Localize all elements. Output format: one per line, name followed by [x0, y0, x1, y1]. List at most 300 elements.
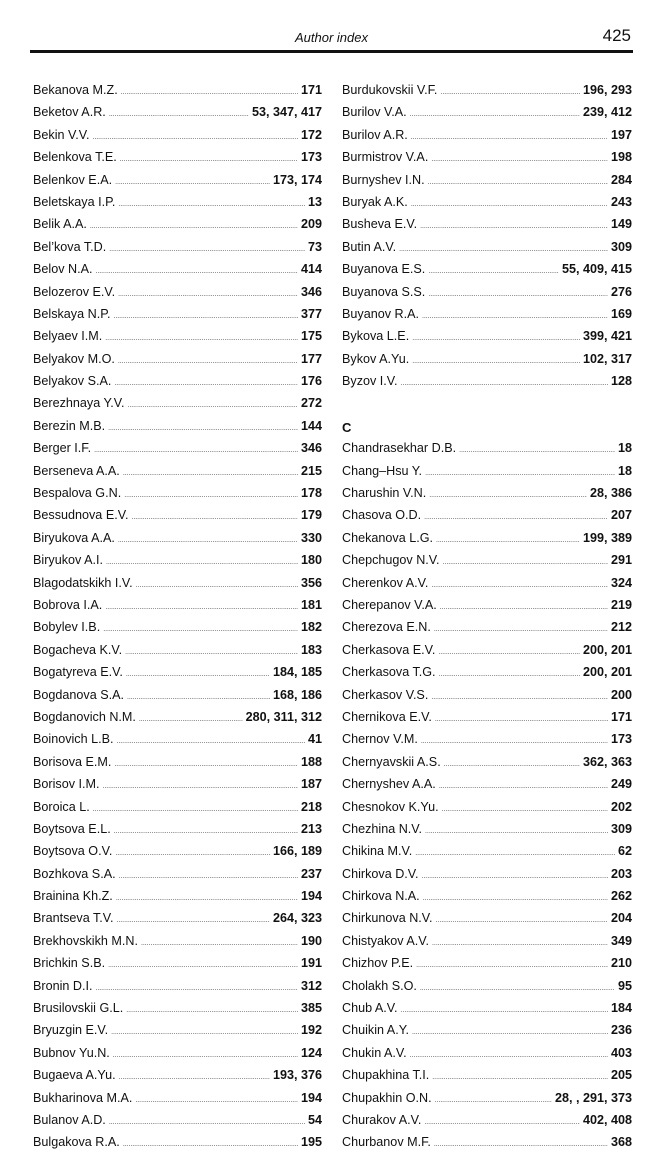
index-entry — [33, 1087, 322, 1109]
index-entry — [33, 773, 322, 795]
author-name: Borisova E.M. — [33, 754, 112, 769]
author-name: Bozhkova S.A. — [33, 866, 116, 881]
page-references: 194 — [300, 1090, 322, 1105]
index-entry — [33, 258, 322, 280]
page-references: 239, 412 — [582, 105, 632, 120]
dot-leader — [102, 775, 298, 797]
index-entry — [342, 728, 632, 750]
page-references: 195 — [300, 1135, 322, 1150]
index-entry — [33, 527, 322, 549]
author-name: Belozerov E.V. — [33, 284, 116, 299]
index-entry — [342, 549, 632, 571]
page-references: 192 — [300, 1023, 322, 1038]
index-entry — [33, 504, 322, 526]
page-references: 183 — [300, 642, 322, 657]
dot-leader — [431, 574, 608, 596]
page-references: 385 — [300, 1001, 322, 1016]
author-name: Bykov A.Yu. — [342, 351, 410, 366]
page-references: 249 — [610, 777, 632, 792]
dot-leader — [412, 327, 580, 349]
page-references: 199, 389 — [582, 530, 632, 545]
index-entry — [33, 1131, 322, 1153]
index-entry — [342, 101, 632, 123]
page-references: 243 — [610, 194, 632, 209]
dot-leader — [114, 372, 298, 394]
author-name: Bogdanova S.A. — [33, 687, 125, 702]
author-name: Belskaya N.P. — [33, 306, 111, 321]
index-entry — [33, 863, 322, 885]
author-name: Buyanova E.S. — [342, 262, 426, 277]
page-references: 176 — [300, 374, 322, 389]
index-entry — [33, 1042, 322, 1064]
dot-leader — [428, 171, 608, 193]
index-entry — [33, 594, 322, 616]
dot-leader — [118, 193, 305, 215]
page-references: 187 — [300, 777, 322, 792]
dot-leader — [113, 1044, 298, 1066]
dot-leader — [412, 1021, 608, 1043]
index-entry — [342, 594, 632, 616]
author-name: Bespalova G.N. — [33, 486, 122, 501]
dot-leader — [436, 529, 580, 551]
page-references: 198 — [610, 150, 632, 165]
index-entry — [342, 370, 632, 392]
page-references: 215 — [300, 463, 322, 478]
author-name: Brainina Kh.Z. — [33, 889, 113, 904]
page-references: 209 — [300, 217, 322, 232]
dot-leader — [410, 1044, 608, 1066]
author-name: Belenkova T.E. — [33, 150, 117, 165]
author-name: Chezhina N.V. — [342, 821, 423, 836]
dot-leader — [121, 81, 298, 103]
index-entry — [33, 706, 322, 728]
index-entry — [33, 370, 322, 392]
dot-leader — [429, 484, 587, 506]
author-name: Belyakov S.A. — [33, 374, 112, 389]
index-entry — [342, 258, 632, 280]
dot-leader — [424, 1111, 580, 1133]
page-references: 349 — [610, 933, 632, 948]
dot-leader — [115, 842, 270, 864]
dot-leader — [120, 148, 298, 170]
author-name: Bogacheva K.V. — [33, 642, 123, 657]
page-references: 173 — [300, 150, 322, 165]
page-references: 28, 386 — [589, 486, 632, 501]
author-name: Chernikova E.V. — [342, 709, 432, 724]
dot-leader — [428, 260, 559, 282]
dot-leader — [434, 1133, 608, 1155]
dot-leader — [109, 103, 249, 125]
page-references: 102, 317 — [582, 351, 632, 366]
page-references: 193, 376 — [272, 1068, 322, 1083]
author-name: Bogatyreva E.V. — [33, 665, 123, 680]
author-name: Chupakhin O.N. — [342, 1090, 432, 1105]
author-name: Cherenkov A.V. — [342, 575, 429, 590]
author-name: Chukin A.V. — [342, 1045, 407, 1060]
author-name: Brichkin S.B. — [33, 956, 106, 971]
page-references: 402, 408 — [582, 1112, 632, 1127]
dot-leader — [114, 820, 298, 842]
index-entry — [342, 325, 632, 347]
page-references: 200, 201 — [582, 665, 632, 680]
index-entry — [342, 504, 632, 526]
index-entry — [342, 1042, 632, 1064]
page-header — [30, 26, 633, 52]
author-name: Chupakhina T.I. — [342, 1068, 430, 1083]
page-references: 237 — [300, 866, 322, 881]
index-entry — [33, 549, 322, 571]
page-references: 204 — [610, 911, 632, 926]
index-entry — [342, 1019, 632, 1041]
dot-leader — [116, 887, 298, 909]
section-gap — [342, 392, 632, 414]
author-name: Bekin V.V. — [33, 127, 90, 142]
page-references: 18 — [617, 463, 632, 478]
page-references: 212 — [610, 620, 632, 635]
dot-leader — [420, 977, 615, 999]
index-entry — [342, 236, 632, 258]
index-entry — [342, 527, 632, 549]
dot-leader — [415, 842, 615, 864]
author-name: Chekanova L.G. — [342, 530, 434, 545]
dot-leader — [93, 126, 298, 148]
dot-leader — [421, 730, 608, 752]
page-references: 149 — [610, 217, 632, 232]
index-entry — [33, 415, 322, 437]
author-name: Brusilovskii G.L. — [33, 1001, 124, 1016]
author-name: Burdukovskii V.F. — [342, 83, 438, 97]
author-name: Boytsova O.V. — [33, 844, 113, 859]
page-references: 291 — [610, 553, 632, 568]
author-name: Berezin M.B. — [33, 418, 106, 433]
dot-leader — [90, 215, 298, 237]
page-references: 95 — [617, 978, 632, 993]
index-entry — [342, 281, 632, 303]
index-entry — [342, 639, 632, 661]
author-name: Byzov I.V. — [342, 374, 398, 389]
page-references: 205 — [610, 1068, 632, 1083]
page-references: 184, 185 — [272, 665, 322, 680]
dot-leader — [459, 439, 615, 461]
dot-leader — [425, 462, 615, 484]
author-name: Belyaev I.M. — [33, 329, 103, 344]
author-name: Churbanov M.F. — [342, 1135, 431, 1150]
dot-leader — [115, 171, 270, 193]
page-references: 54 — [307, 1112, 322, 1127]
page-references: 175 — [300, 329, 322, 344]
dot-leader — [444, 753, 580, 775]
page-references: 309 — [610, 821, 632, 836]
author-name: Chistyakov A.V. — [342, 933, 430, 948]
page-references: 13 — [307, 194, 322, 209]
page-references: 28, , 291, 373 — [554, 1090, 632, 1105]
index-entry — [33, 1064, 322, 1086]
index-entry — [342, 975, 632, 997]
index-entry — [33, 818, 322, 840]
index-entry — [33, 885, 322, 907]
page-references: 55, 409, 415 — [561, 262, 632, 277]
index-entry — [33, 952, 322, 974]
author-name: Brantseva T.V. — [33, 911, 114, 926]
index-entry — [342, 348, 632, 370]
dot-leader — [435, 1089, 552, 1111]
dot-leader — [428, 283, 608, 305]
page-references: 128 — [610, 374, 632, 389]
index-entry — [33, 1109, 322, 1131]
dot-leader — [411, 126, 608, 148]
dot-leader — [440, 81, 580, 103]
author-name: Brekhovskikh M.N. — [33, 933, 138, 948]
index-entry — [342, 303, 632, 325]
index-entry — [33, 975, 322, 997]
index-entry — [342, 997, 632, 1019]
index-entry — [342, 930, 632, 952]
author-name: Cherezova E.N. — [342, 620, 431, 635]
dot-leader — [118, 350, 298, 372]
dot-leader — [443, 551, 608, 573]
dot-leader — [424, 506, 608, 528]
dot-leader — [439, 663, 580, 685]
index-entry — [342, 79, 632, 101]
index-entry — [342, 1064, 632, 1086]
index-entry — [342, 1109, 632, 1131]
author-name: Borisov I.M. — [33, 777, 100, 792]
index-entry — [342, 661, 632, 683]
author-name: Boytsova E.L. — [33, 821, 111, 836]
index-entry — [342, 907, 632, 929]
author-name: Berezhnaya Y.V. — [33, 396, 125, 411]
index-entry — [33, 437, 322, 459]
dot-leader — [399, 238, 608, 260]
index-entry — [342, 796, 632, 818]
author-name: Berger I.F. — [33, 441, 92, 456]
page-references: 399, 421 — [582, 329, 632, 344]
author-name: Chub A.V. — [342, 1001, 398, 1016]
index-entry — [342, 1131, 632, 1153]
dot-leader — [425, 820, 608, 842]
dot-leader — [131, 506, 298, 528]
dot-leader — [103, 618, 298, 640]
dot-leader — [411, 193, 608, 215]
author-name: Beletskaya I.P. — [33, 194, 116, 209]
index-entry — [33, 907, 322, 929]
author-name: Butin A.V. — [342, 239, 397, 254]
page-references: 272 — [300, 396, 322, 411]
dot-leader — [119, 1066, 270, 1088]
author-name: Bukharinova M.A. — [33, 1090, 133, 1105]
index-entry — [342, 482, 632, 504]
page-references: 168, 186 — [272, 687, 322, 702]
index-entry — [33, 482, 322, 504]
dot-leader — [96, 977, 298, 999]
index-entry — [33, 303, 322, 325]
page-references: 73 — [307, 239, 322, 254]
index-entry — [342, 213, 632, 235]
page-references: 377 — [300, 306, 322, 321]
page-references: 62 — [617, 844, 632, 859]
author-name: Cherkasova E.V. — [342, 642, 436, 657]
page-references: 264, 323 — [272, 911, 322, 926]
dot-leader — [431, 148, 608, 170]
index-entry — [33, 348, 322, 370]
dot-leader — [94, 439, 298, 461]
author-name: Chepchugov N.V. — [342, 553, 440, 568]
page-references: 53, 347, 417 — [251, 105, 322, 120]
index-entry — [33, 124, 322, 146]
page-references: 196, 293 — [582, 83, 632, 97]
author-name: Chikina M.V. — [342, 844, 413, 859]
author-name: Berseneva A.A. — [33, 463, 120, 478]
page-references: 262 — [610, 889, 632, 904]
author-name: Belik A.A. — [33, 217, 87, 232]
dot-leader — [106, 551, 298, 573]
index-entry — [33, 840, 322, 862]
author-name: Bronin D.I. — [33, 978, 93, 993]
index-entry — [33, 572, 322, 594]
dot-leader — [128, 394, 298, 416]
index-entry — [33, 930, 322, 952]
author-name: Belenkov E.A. — [33, 172, 113, 187]
author-name: Busheva E.V. — [342, 217, 418, 232]
page-references: 219 — [610, 597, 632, 612]
page-references: 414 — [300, 262, 322, 277]
page-references: 191 — [300, 956, 322, 971]
author-name: Buryak A.K. — [342, 194, 408, 209]
index-entry — [33, 191, 322, 213]
dot-leader — [432, 1066, 608, 1088]
page-references: 202 — [610, 799, 632, 814]
dot-leader — [117, 909, 270, 931]
page-references: 236 — [610, 1023, 632, 1038]
page-number: 425 — [602, 26, 631, 45]
index-entry — [33, 639, 322, 661]
page-references: 180 — [300, 553, 322, 568]
author-name: Chirkova N.A. — [342, 889, 420, 904]
index-entry — [342, 706, 632, 728]
page-references: 124 — [300, 1045, 322, 1060]
dot-leader — [119, 865, 298, 887]
author-name: Burmistrov V.A. — [342, 150, 429, 165]
page-references: 173 — [610, 732, 632, 747]
page-references: 330 — [300, 530, 322, 545]
index-entry — [33, 325, 322, 347]
author-name: Blagodatskikh I.V. — [33, 575, 133, 590]
author-name: Burnyshev I.N. — [342, 172, 425, 187]
author-name: Belyakov M.O. — [33, 351, 115, 366]
dot-leader — [125, 641, 298, 663]
dot-leader — [401, 372, 608, 394]
dot-leader — [108, 954, 298, 976]
page-references: 197 — [610, 127, 632, 142]
index-column-left — [33, 79, 322, 1154]
page-references: 184 — [610, 1001, 632, 1016]
page-references: 210 — [610, 956, 632, 971]
author-name: Boroica L. — [33, 799, 90, 814]
author-name: Cherkasov V.S. — [342, 687, 429, 702]
index-entry — [33, 169, 322, 191]
page-references: 280, 311, 312 — [245, 709, 322, 724]
index-column-right — [342, 79, 632, 1154]
index-entry — [342, 818, 632, 840]
page-references: 309 — [610, 239, 632, 254]
page-references: 177 — [300, 351, 322, 366]
running-title: Author index — [295, 30, 368, 45]
author-name: Bobylev I.B. — [33, 620, 101, 635]
author-name: Biryukov A.I. — [33, 553, 103, 568]
page-references: 284 — [610, 172, 632, 187]
index-entry — [33, 616, 322, 638]
dot-leader — [127, 686, 270, 708]
page-references: 172 — [300, 127, 322, 142]
author-name: Bubnov Yu.N. — [33, 1045, 110, 1060]
author-name: Cholakh S.O. — [342, 978, 417, 993]
author-name: Churakov A.V. — [342, 1112, 422, 1127]
dot-leader — [440, 596, 608, 618]
index-entry — [342, 1087, 632, 1109]
dot-leader — [109, 238, 305, 260]
author-name: Bogdanovich N.M. — [33, 709, 136, 724]
page-references: 403 — [610, 1045, 632, 1060]
author-name: Bryuzgin E.V. — [33, 1023, 109, 1038]
dot-leader — [431, 686, 608, 708]
index-entry — [33, 281, 322, 303]
dot-leader — [136, 574, 298, 596]
index-entry — [33, 460, 322, 482]
author-name: Burilov A.R. — [342, 127, 408, 142]
dot-leader — [434, 618, 608, 640]
page-references: 171 — [610, 709, 632, 724]
dot-leader — [422, 305, 608, 327]
page-references: 169 — [610, 306, 632, 321]
dot-leader — [118, 529, 298, 551]
index-entry — [342, 952, 632, 974]
index-entry — [342, 616, 632, 638]
page-references: 324 — [610, 575, 632, 590]
dot-leader — [118, 283, 298, 305]
author-name: Beketov A.R. — [33, 105, 106, 120]
page-references: 312 — [300, 978, 322, 993]
index-entry — [342, 169, 632, 191]
page-references: 188 — [300, 754, 322, 769]
dot-leader — [117, 730, 305, 752]
author-name: Chirkunova N.V. — [342, 911, 433, 926]
index-entry — [342, 124, 632, 146]
index-entry — [342, 437, 632, 459]
index-entry — [342, 773, 632, 795]
dot-leader — [422, 865, 608, 887]
dot-leader — [141, 932, 298, 954]
index-entry — [342, 885, 632, 907]
index-entry — [33, 146, 322, 168]
author-name: Bessudnova E.V. — [33, 508, 129, 523]
page-references: 346 — [300, 441, 322, 456]
index-entry — [342, 460, 632, 482]
index-entry — [342, 751, 632, 773]
page-references: 194 — [300, 889, 322, 904]
page-references: 179 — [300, 508, 322, 523]
index-entry — [342, 572, 632, 594]
author-name: Boinovich L.B. — [33, 732, 114, 747]
dot-leader — [124, 484, 298, 506]
page-references: 200, 201 — [582, 642, 632, 657]
author-name: Bel’kova T.D. — [33, 239, 107, 254]
page-references: 356 — [300, 575, 322, 590]
page-references: 178 — [300, 486, 322, 501]
page-references: 203 — [610, 866, 632, 881]
author-name: Bugaeva A.Yu. — [33, 1068, 116, 1083]
author-name: Chernyavskii A.S. — [342, 754, 441, 769]
section-c — [342, 437, 632, 1154]
